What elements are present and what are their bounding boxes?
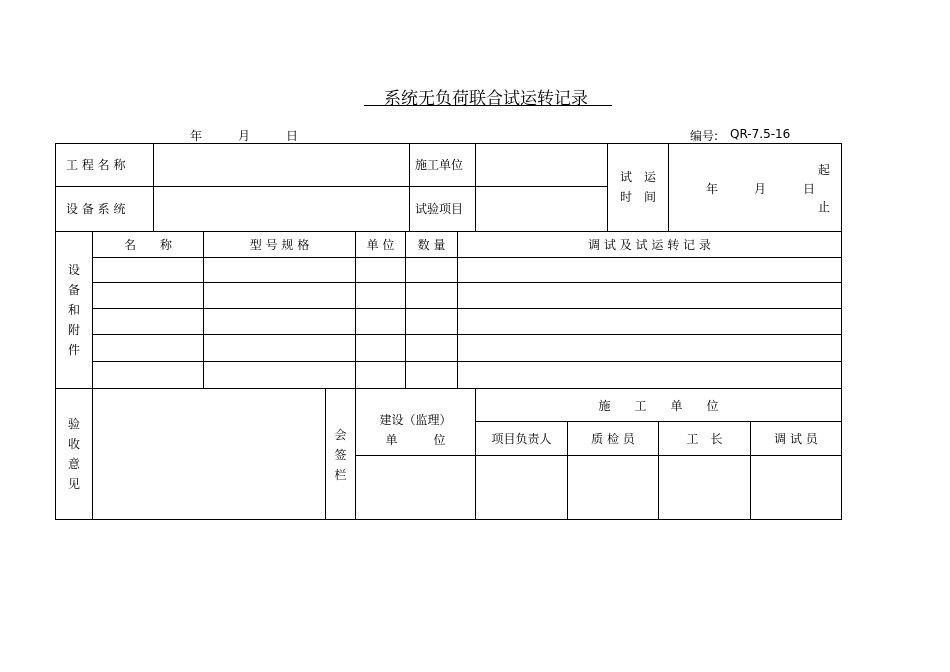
construction-unit-field[interactable] bbox=[476, 144, 606, 186]
test-item-field[interactable] bbox=[476, 187, 606, 231]
side-char: 件 bbox=[67, 343, 80, 357]
side-char: 见 bbox=[67, 477, 80, 491]
col-header-model: 型 号 规 格 bbox=[249, 237, 310, 252]
trial-time-line1: 试 运 bbox=[619, 170, 656, 184]
side-char: 栏 bbox=[334, 468, 347, 482]
title-underline bbox=[364, 105, 612, 106]
col-header-unit: 单 位 bbox=[366, 237, 395, 252]
test-item-label: 试验项目 bbox=[415, 202, 464, 216]
project-lead-signature-field[interactable] bbox=[476, 456, 567, 519]
trial-time-label bbox=[608, 162, 668, 212]
side-char: 会 bbox=[334, 428, 347, 442]
table-row[interactable] bbox=[93, 283, 841, 308]
role-qc: 质 检 员 bbox=[591, 432, 635, 446]
date-day-label: 日 bbox=[286, 129, 299, 143]
foreman-signature-field[interactable] bbox=[659, 456, 750, 519]
role-project-lead: 项目负责人 bbox=[491, 432, 552, 446]
code-label: 编号: bbox=[690, 129, 719, 143]
month-label: 月 bbox=[754, 182, 767, 196]
day-label: 日 bbox=[803, 182, 816, 196]
project-name-label: 工 程 名 称 bbox=[66, 158, 126, 172]
date-year-label: 年 bbox=[190, 129, 203, 143]
supervision-unit-label bbox=[356, 410, 475, 450]
side-char: 验 bbox=[67, 417, 80, 431]
side-char: 和 bbox=[67, 303, 80, 317]
construction-unit-label: 施工单位 bbox=[415, 158, 464, 172]
acceptance-side-label bbox=[56, 413, 92, 495]
table-row[interactable] bbox=[93, 335, 841, 361]
equipment-system-label: 设 备 系 统 bbox=[66, 202, 126, 216]
side-char: 附 bbox=[67, 323, 80, 337]
equipment-system-field[interactable] bbox=[154, 187, 408, 231]
tester-signature-field[interactable] bbox=[751, 456, 841, 519]
supervision-line2: 单 位 bbox=[385, 433, 446, 447]
role-tester: 调 试 员 bbox=[774, 432, 818, 446]
year-label: 年 bbox=[706, 182, 719, 196]
supervision-line1: 建设（监理） bbox=[379, 413, 452, 427]
side-char: 备 bbox=[67, 283, 80, 297]
role-foreman: 工 长 bbox=[686, 432, 723, 446]
start-label: 起 bbox=[818, 163, 831, 177]
sign-side-label bbox=[326, 424, 355, 486]
table-row[interactable] bbox=[93, 362, 841, 388]
supervision-signature-field[interactable] bbox=[356, 456, 475, 519]
side-char: 意 bbox=[67, 457, 80, 471]
date-month-label: 月 bbox=[238, 129, 251, 143]
col-header-quantity: 数 量 bbox=[417, 237, 446, 252]
side-char: 签 bbox=[334, 448, 347, 462]
col-header-name: 名 称 bbox=[123, 237, 172, 252]
acceptance-opinion-field[interactable] bbox=[93, 389, 325, 519]
equipment-side-label bbox=[56, 260, 92, 360]
document-title: 系统无负荷联合试运转记录 bbox=[384, 89, 588, 109]
code-value: QR-7.5-16 bbox=[730, 127, 791, 141]
table-row[interactable] bbox=[93, 309, 841, 334]
side-char: 设 bbox=[67, 263, 80, 277]
project-name-field[interactable] bbox=[154, 144, 408, 186]
col-header-record: 调 试 及 试 运 转 记 录 bbox=[588, 237, 711, 252]
qc-signature-field[interactable] bbox=[568, 456, 658, 519]
side-char: 收 bbox=[67, 437, 80, 451]
end-label: 止 bbox=[818, 200, 831, 214]
table-row[interactable] bbox=[93, 258, 841, 282]
trial-time-line2: 时 间 bbox=[619, 190, 656, 204]
construction-unit-header: 施 工 单 位 bbox=[598, 398, 719, 413]
